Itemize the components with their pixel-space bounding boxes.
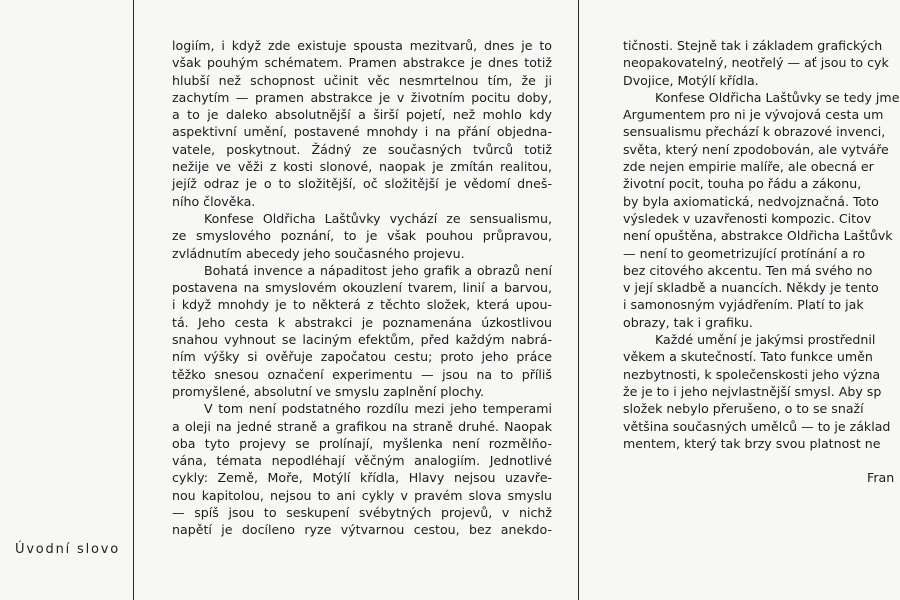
text-line: postavena na smyslovém okouzlení tvarem, linií a barvou, bbox=[172, 280, 552, 296]
text-line: i když mnohdy je to některá z těchto složek, která upou- bbox=[172, 297, 552, 313]
text-line: těžko snesou označení experimentu — jsou na to příliš bbox=[172, 366, 552, 382]
text-line: bez citového akcentu. Ten má svého no bbox=[623, 262, 873, 278]
text-line: promyšlené, absolutní ve smyslu zaplnění plochy. bbox=[172, 383, 485, 399]
text-line: neopakovatelný, neotřelý — ať jsou to cyk bbox=[623, 55, 889, 71]
text-line: cykly: Země, Moře, Motýlí křídla, Hlavy nejsou uzavře- bbox=[172, 470, 552, 486]
text-line: Každé umění je jakýmsi prostřednil bbox=[655, 332, 876, 348]
text-line: obrazy, tak i grafiku. bbox=[623, 314, 753, 330]
author-signature: Fran bbox=[867, 470, 895, 486]
text-line: vána, témata nepodléhají věčným analogiím. Jednotlivé bbox=[172, 453, 552, 469]
text-line: V tom není podstatného rozdílu mezi jeho temperami bbox=[204, 401, 552, 417]
text-line: ním výšky si ověřuje započatou cestu; proto jeho práce bbox=[172, 349, 552, 365]
text-line: oba tyto projevy se prolínají, myšlenka není rozmělňo- bbox=[172, 435, 552, 451]
text-line: nežije ve věži z kosti slonové, naopak je zmítán realitou, bbox=[172, 159, 552, 175]
text-line: snahou vyhnout se laciným efektům, před každým nabrá- bbox=[172, 332, 552, 348]
text-line: mentem, který tak brzy svou platnost ne bbox=[623, 435, 881, 451]
text-line: zde nejen empirie malíře, ale obecná er bbox=[623, 159, 874, 175]
text-line: Bohatá invence a nápaditost jeho grafik a obrazů není bbox=[204, 262, 552, 278]
text-line: není opuštěna, abstrakce Oldřicha Laštůvk bbox=[623, 228, 893, 244]
text-line: výsledek v uzavřenosti kompozic. Citov bbox=[623, 210, 872, 226]
text-line: i samonosným vyjádřením. Platí to jak bbox=[623, 297, 864, 313]
text-line: aspektivní umění, postavené mnohdy i na přání objedna- bbox=[172, 124, 552, 140]
page-gutter-rule bbox=[578, 0, 579, 600]
text-line: světa, který není zpodobován, ale vytváře bbox=[623, 141, 889, 157]
text-line: by byla axiomatická, nedvojznačná. Toto bbox=[623, 193, 879, 209]
section-label: Úvodní slovo bbox=[15, 542, 120, 557]
text-line: nou kapitolou, nejsou to ani cykly v pravém slova smyslu bbox=[172, 487, 552, 503]
text-line: složek nebylo přerušeno, o to se snaží bbox=[623, 401, 864, 417]
text-line: že je to i jeho nejvlastnější smysl. Aby sp bbox=[623, 383, 882, 399]
text-line: ze smyslového poznání, to je však pouhou průpravou, bbox=[172, 228, 552, 244]
text-line: sensualismu přechází k obrazové invenci, bbox=[623, 124, 886, 140]
text-line: většina současných umělců — to je základ bbox=[623, 418, 891, 434]
text-line: však pouhým schématem. Pramen abstrakce je dnes totiž bbox=[172, 55, 552, 71]
text-line: Konfese Oldřicha Laštůvky vychází ze sensualismu, bbox=[204, 210, 552, 226]
text-line: — spíš jsou to seskupení svébytných projevů, v nichž bbox=[172, 505, 552, 521]
text-line: ního člověka. bbox=[172, 193, 256, 209]
text-line: jejíž odraz je o to složitější, oč složitější je vědomí dneš- bbox=[172, 176, 552, 192]
text-line: zachytím — pramen abstrakce je v životním pocitu doby, bbox=[172, 89, 552, 105]
text-line: tá. Jeho cesta k abstrakci je poznamenána úzkostlivou bbox=[172, 314, 552, 330]
text-line: a to je daleko absolutnější a širší pojetí, než mohlo kdy bbox=[172, 107, 552, 123]
left-text-column bbox=[172, 37, 552, 539]
text-line: tičnosti. Stejně tak i základem grafických bbox=[623, 38, 883, 53]
text-line: zvládnutím abecedy jeho současného projevu. bbox=[172, 245, 465, 261]
text-line: Dvojice, Motýlí křídla. bbox=[623, 72, 759, 88]
right-text-column bbox=[623, 37, 900, 486]
text-line: Konfese Oldřicha Laštůvky se tedy jme bbox=[655, 89, 900, 105]
text-line: v její skladbě a nuancích. Někdy je tento bbox=[623, 280, 879, 296]
left-rule bbox=[133, 0, 134, 600]
text-line: vatele, poskytnout. Žádný ze současných tvůrců totiž bbox=[172, 141, 552, 157]
text-line: nezbytnosti, k společenskosti jeho význa bbox=[623, 366, 881, 382]
text-line: životní pocit, touha po řádu a zákonu, bbox=[623, 176, 862, 192]
text-line: a oleji na jedné straně a grafikou na straně druhé. Naopak bbox=[172, 418, 552, 434]
text-line: hlubší než schopnost učinit věc nesmrtelnou tím, že ji bbox=[172, 72, 552, 88]
text-line: — není to geometrizující protínání a ro bbox=[623, 245, 866, 261]
text-line: Argumentem pro ni je vývojová cesta um bbox=[623, 107, 884, 123]
text-line: napětí je docíleno ryze výtvarnou cestou, bez anekdo- bbox=[172, 522, 552, 538]
text-line: věkem a skutečností. Tato funkce uměn bbox=[623, 349, 873, 365]
text-line: logiím, i když zde existuje spousta mezitvarů, dnes je to bbox=[172, 38, 552, 53]
